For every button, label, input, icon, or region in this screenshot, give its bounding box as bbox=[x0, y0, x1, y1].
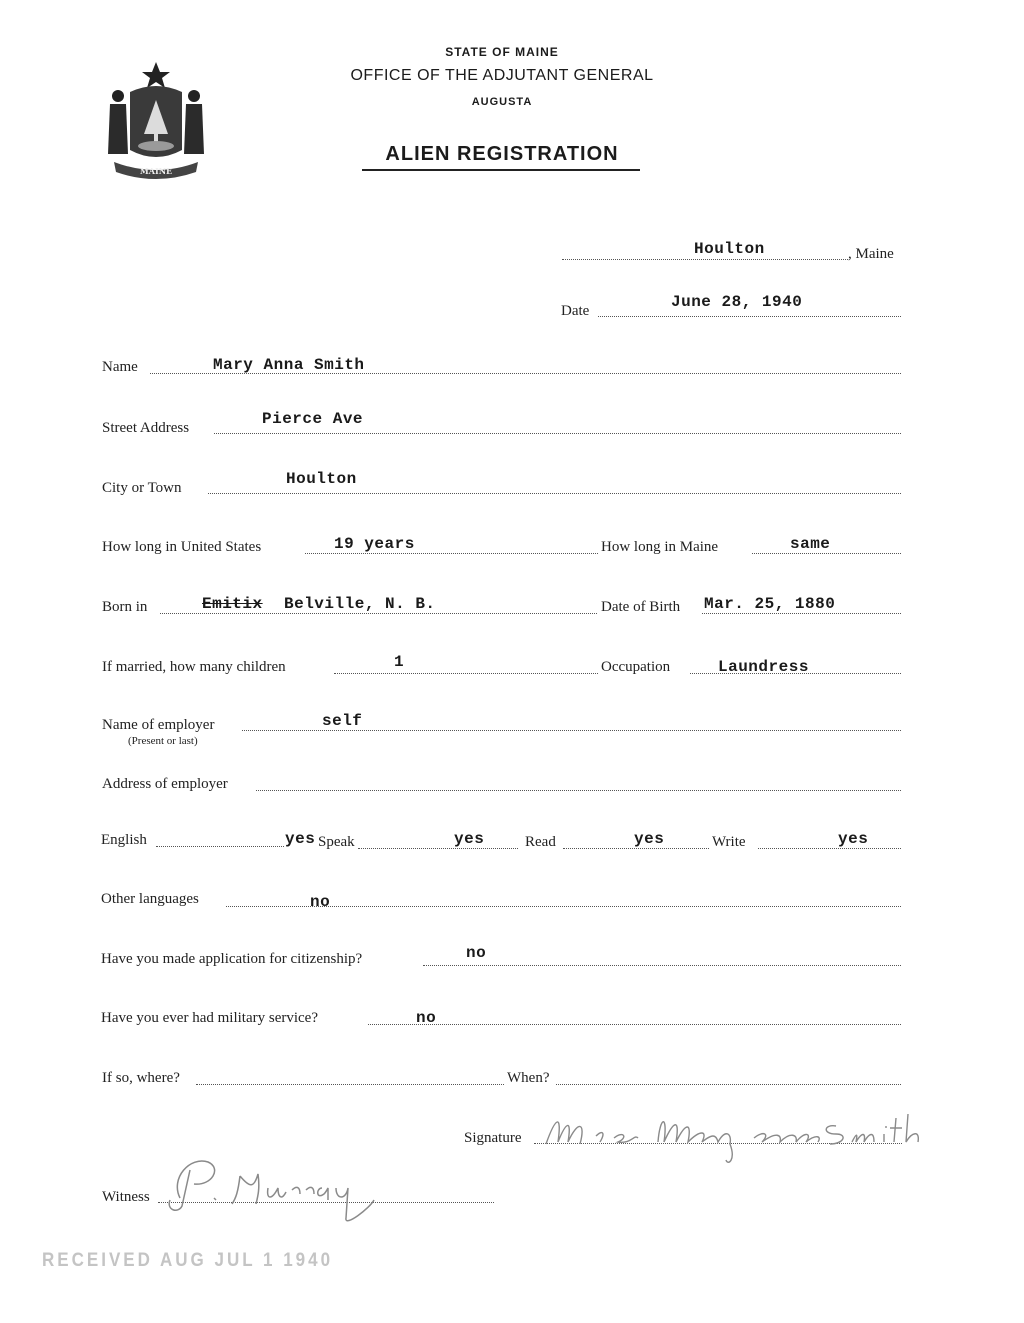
form-title: ALIEN REGISTRATION bbox=[385, 143, 619, 165]
employer-sublabel: (Present or last) bbox=[128, 735, 198, 747]
date-label: Date bbox=[561, 303, 590, 319]
us-duration-value: 19 years bbox=[334, 535, 415, 553]
us-duration-label: How long in United States bbox=[102, 539, 262, 555]
born-in-struck-value: Emitix bbox=[202, 595, 263, 613]
other-languages-value: no bbox=[310, 893, 331, 911]
employer-line bbox=[242, 730, 901, 731]
write-label: Write bbox=[712, 834, 746, 850]
born-in-value: Belville, N. B. bbox=[284, 595, 436, 613]
maine-duration-value: same bbox=[790, 535, 831, 553]
date-value: June 28, 1940 bbox=[671, 293, 803, 311]
maine-duration-label: How long in Maine bbox=[601, 539, 719, 555]
received-stamp: RECEIVED AUG JUL 1 1940 bbox=[42, 1248, 334, 1271]
speak-line bbox=[358, 848, 518, 849]
born-in-line bbox=[160, 613, 597, 614]
read-label: Read bbox=[525, 834, 556, 850]
citizenship-label: Have you made application for citizenship? bbox=[101, 951, 363, 967]
citizenship-line bbox=[423, 965, 901, 966]
employer-label: Name of employer bbox=[102, 717, 215, 733]
birth-date-value: Mar. 25, 1880 bbox=[704, 595, 836, 613]
city-line bbox=[208, 493, 901, 494]
children-line bbox=[334, 673, 598, 674]
city-label: City or Town bbox=[102, 480, 182, 496]
when-label: When? bbox=[507, 1070, 550, 1086]
english-value: yes bbox=[285, 830, 316, 848]
maine-duration-line bbox=[752, 553, 901, 554]
speak-label: Speak bbox=[318, 834, 355, 850]
witness-label: Witness bbox=[102, 1189, 150, 1205]
read-value: yes bbox=[634, 830, 665, 848]
office-heading: OFFICE OF THE ADJUTANT GENERAL bbox=[350, 67, 654, 84]
place-value: Houlton bbox=[694, 240, 765, 258]
name-label: Name bbox=[102, 359, 138, 375]
svg-text:MAINE: MAINE bbox=[139, 166, 173, 176]
city-heading: AUGUSTA bbox=[471, 96, 533, 108]
other-languages-label: Other languages bbox=[101, 891, 199, 907]
read-line bbox=[563, 848, 709, 849]
name-value: Mary Anna Smith bbox=[213, 356, 365, 374]
birth-date-label: Date of Birth bbox=[601, 599, 681, 615]
date-line bbox=[598, 316, 901, 317]
street-line bbox=[214, 433, 901, 434]
state-heading: STATE OF MAINE bbox=[445, 45, 559, 59]
employer-value: self bbox=[322, 712, 363, 730]
when-line bbox=[556, 1084, 901, 1085]
employer-address-line bbox=[256, 790, 901, 791]
employer-address-label: Address of employer bbox=[102, 776, 228, 792]
signature-label: Signature bbox=[464, 1130, 522, 1146]
place-line bbox=[562, 259, 848, 260]
children-label: If married, how many children bbox=[102, 659, 286, 675]
military-value: no bbox=[416, 1009, 437, 1027]
where-line bbox=[196, 1084, 504, 1085]
english-line bbox=[156, 846, 284, 847]
witness-handwriting bbox=[160, 1148, 400, 1238]
occupation-label: Occupation bbox=[601, 659, 671, 675]
military-line bbox=[368, 1024, 901, 1025]
street-label: Street Address bbox=[102, 420, 190, 436]
military-label: Have you ever had military service? bbox=[101, 1010, 318, 1026]
english-label: English bbox=[101, 832, 147, 848]
born-in-label: Born in bbox=[102, 599, 148, 615]
speak-value: yes bbox=[454, 830, 485, 848]
write-line bbox=[758, 848, 901, 849]
birth-date-line bbox=[702, 613, 901, 614]
us-duration-line bbox=[305, 553, 598, 554]
where-label: If so, where? bbox=[102, 1070, 180, 1086]
title-underline bbox=[362, 169, 640, 171]
write-value: yes bbox=[838, 830, 869, 848]
street-value: Pierce Ave bbox=[262, 410, 364, 428]
maine-state-seal-icon bbox=[100, 58, 212, 180]
citizenship-value: no bbox=[466, 944, 487, 962]
signature-handwriting bbox=[540, 1104, 940, 1174]
occupation-value: Laundress bbox=[718, 658, 809, 676]
children-value: 1 bbox=[394, 653, 405, 671]
city-value: Houlton bbox=[286, 470, 357, 488]
place-suffix: , Maine bbox=[848, 246, 894, 262]
